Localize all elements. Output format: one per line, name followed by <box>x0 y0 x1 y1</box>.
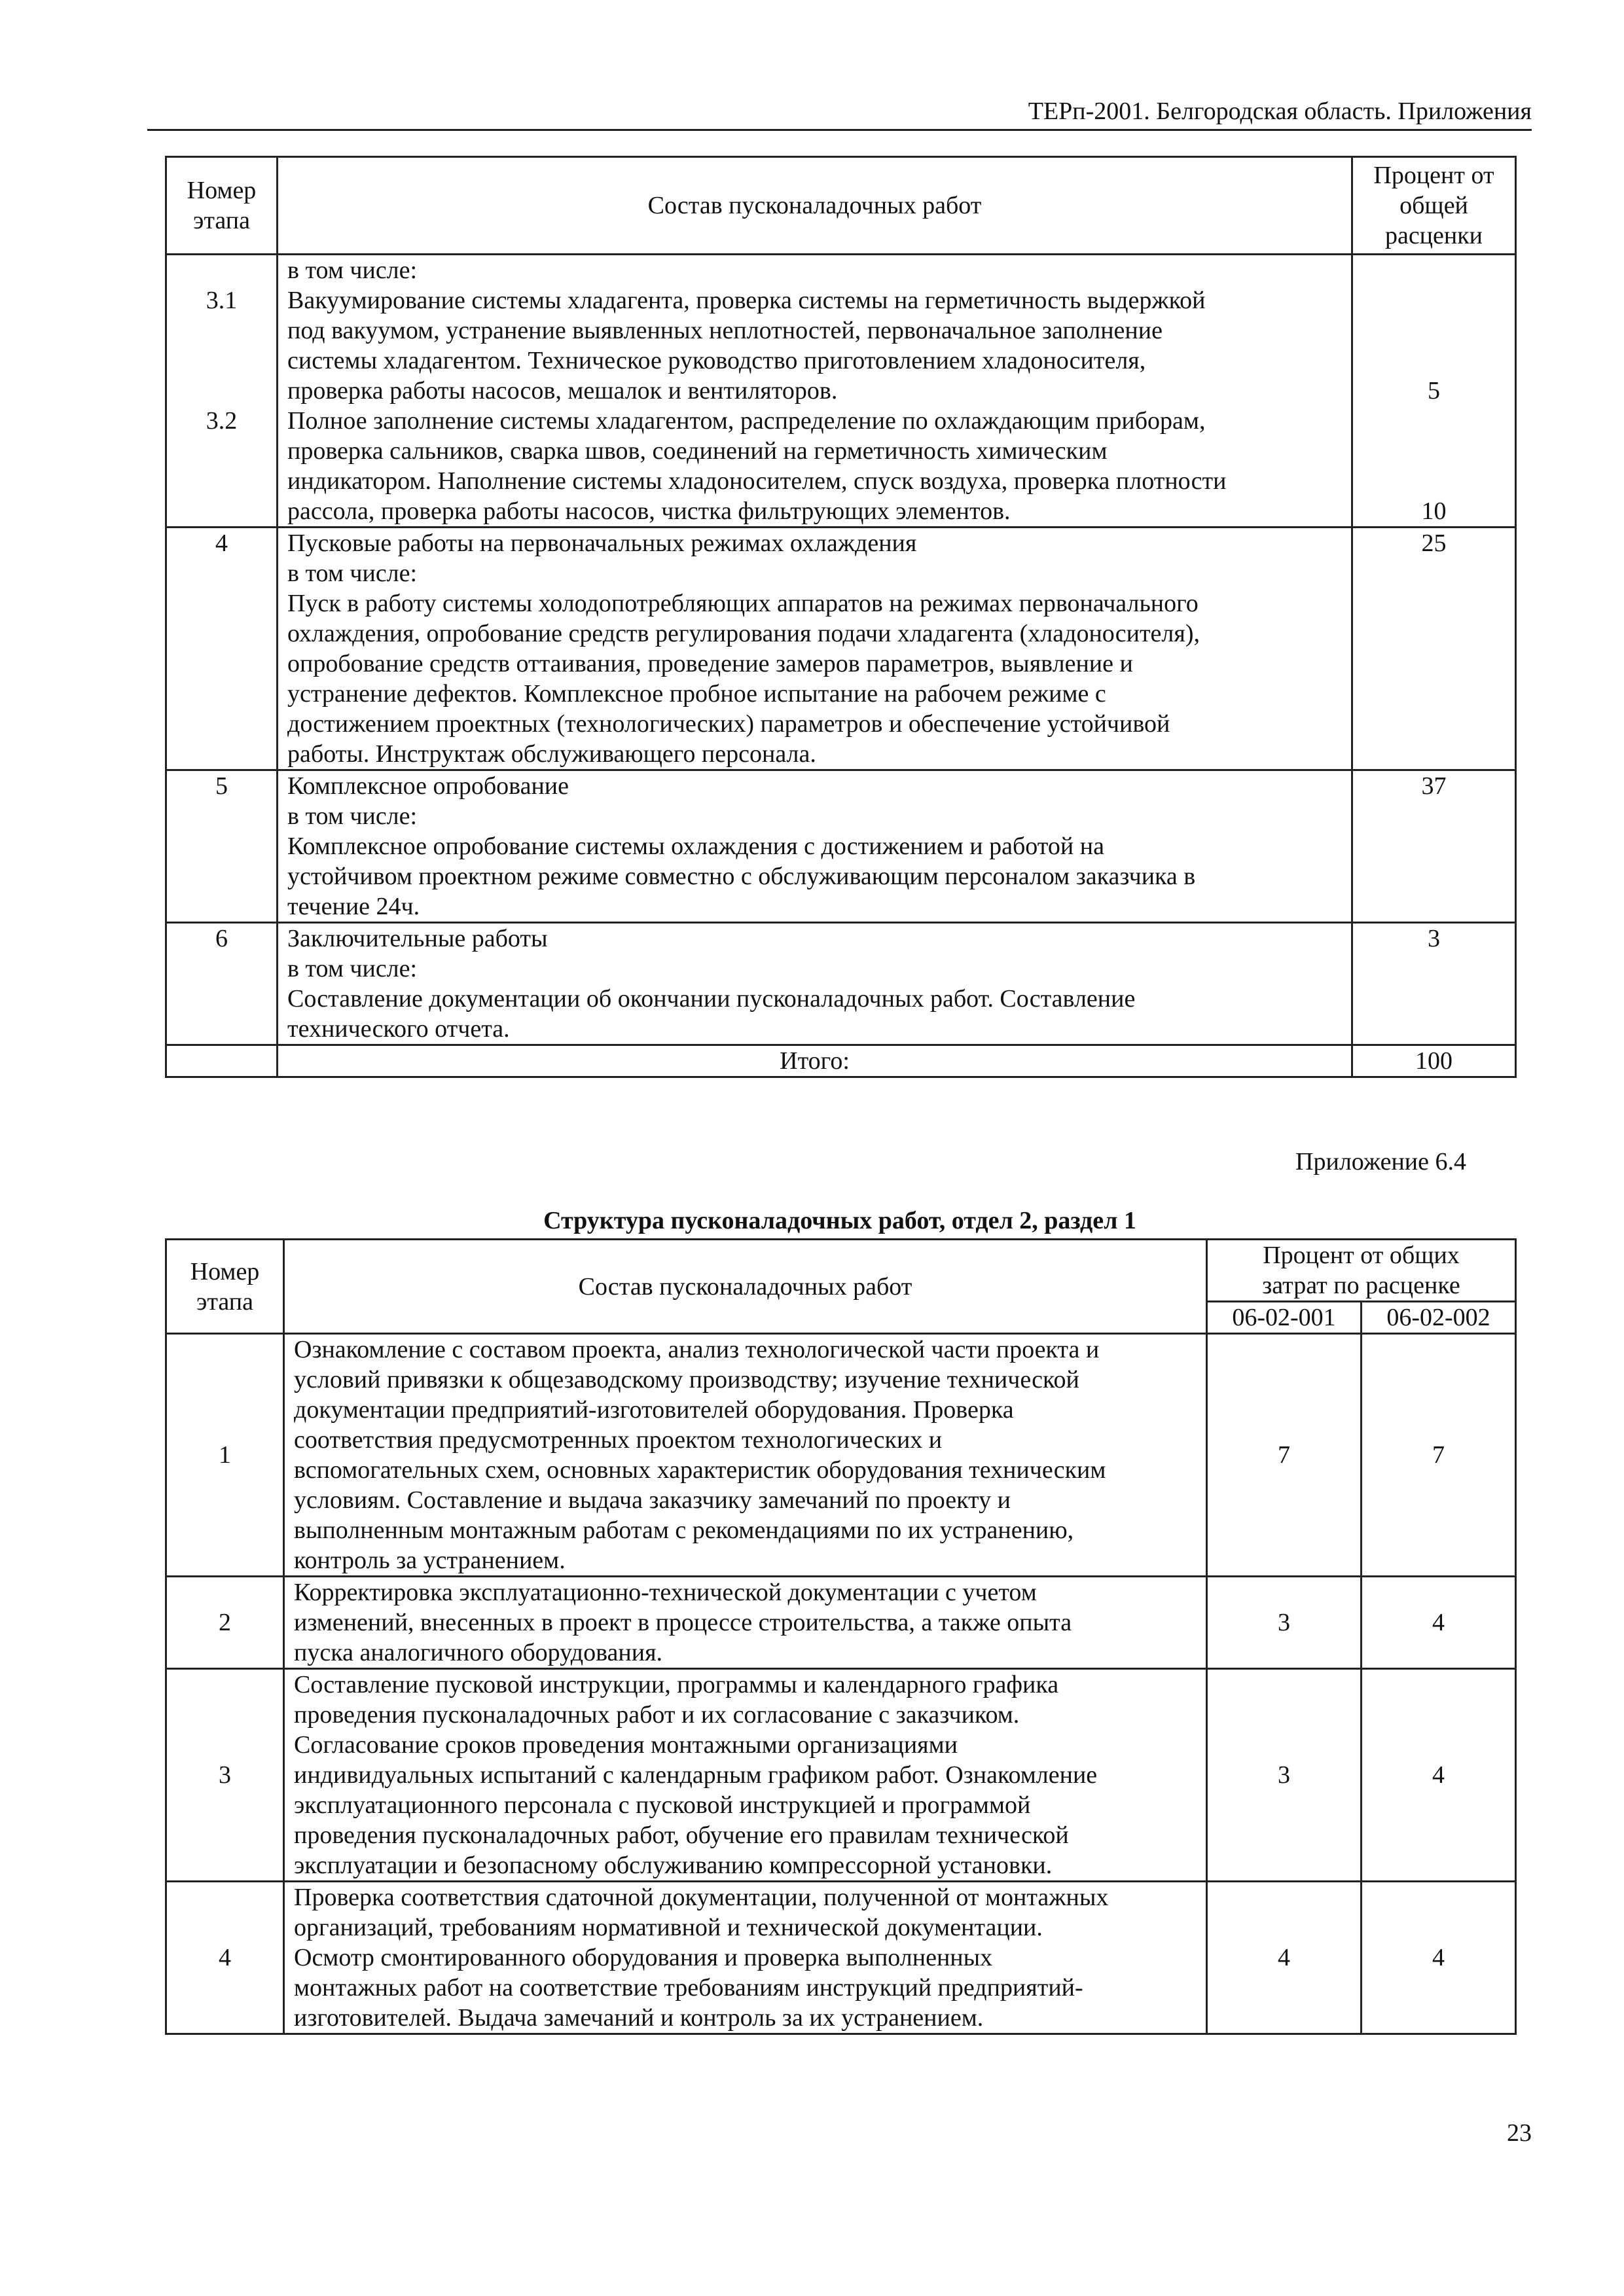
col-header-description: Состав пусконаладочных работ <box>284 1240 1207 1334</box>
text-line: работы. Инструктаж обслуживающего персонала. <box>287 740 816 768</box>
text-line: в том числе: <box>287 802 418 830</box>
total-row <box>166 1045 1516 1077</box>
stage-number: 3.1 <box>206 287 238 314</box>
percent-value: 3 <box>1352 923 1516 1045</box>
text-line: устранение дефектов. Комплексное пробное испытание на рабочем режиме с <box>287 680 1106 708</box>
description-cell <box>278 255 1352 528</box>
text-line: эксплуатационного персонала с пусковой инструкцией и программой <box>294 1791 1031 1819</box>
description-cell <box>278 923 1352 1045</box>
stages-table-1 <box>165 156 1517 1078</box>
text-line: проведения пусконаладочных работ, обучение его правилам технической <box>294 1821 1069 1849</box>
text-line: изготовителей. Выдача замечаний и контроль за их устранением. <box>294 2004 984 2032</box>
percent-06-02-001: 4 <box>1207 1882 1362 2034</box>
text-line: в том числе: <box>287 560 418 587</box>
stage-number: 3.2 <box>206 407 238 435</box>
col-header-stage-number: Номер этапа <box>166 1240 284 1334</box>
description-cell <box>278 528 1352 770</box>
text-line: Комплексное опробование системы охлаждения с достижением и работой на <box>287 833 1104 860</box>
percent-value: 25 <box>1352 528 1516 770</box>
stage-number: 4 <box>166 1882 284 2034</box>
percent-06-02-002: 4 <box>1362 1882 1516 2034</box>
col-header-percent: Процент от общих затрат по расценке <box>1207 1240 1516 1302</box>
percent-06-02-002: 4 <box>1362 1577 1516 1669</box>
text-line: Составление документации об окончании пусконаладочных работ. Составление <box>287 985 1136 1013</box>
running-header: ТЕРп-2001. Белгородская область. Приложения <box>147 95 1532 131</box>
text-line: Вакуумирование системы хладагента, проверка системы на герметичность выдержкой <box>287 287 1206 314</box>
text-line: под вакуумом, устранение выявленных неплотностей, первоначальное заполнение <box>287 317 1163 344</box>
text-line: Ознакомление с составом проекта, анализ технологической части проекта и <box>294 1336 1100 1363</box>
col-header-percent: Процент от общей расценки <box>1352 157 1516 255</box>
col-header-description: Состав пусконаладочных работ <box>278 157 1352 255</box>
text-line: проверка работы насосов, мешалок и вентиляторов. <box>287 377 838 404</box>
stage-number: 1 <box>166 1334 284 1577</box>
text-line: условиям. Составление и выдача заказчику замечаний по проекту и <box>294 1486 1011 1514</box>
page-number: 23 <box>1507 2119 1532 2147</box>
stages-table-2 <box>165 1238 1517 2035</box>
text-line: документации предприятий-изготовителей оборудования. Проверка <box>294 1396 1014 1424</box>
text-line: индивидуальных испытаний с календарным графиком работ. Ознакомление <box>294 1761 1098 1789</box>
description-cell <box>284 1577 1207 1669</box>
text-line: условий привязки к общезаводскому производству; изучение технической <box>294 1366 1079 1393</box>
table-row <box>166 770 1516 923</box>
percent-06-02-002: 4 <box>1362 1669 1516 1882</box>
text-line: Комплексное опробование <box>287 772 569 800</box>
text-line: достижением проектных (технологических) параметров и обеспечение устойчивой <box>287 710 1170 738</box>
stage-number-cell <box>166 255 278 528</box>
text-line: соответствия предусмотренных проектом технологических и <box>294 1426 943 1454</box>
table-row <box>166 528 1516 770</box>
table-row <box>166 1334 1516 1577</box>
table-row <box>166 923 1516 1045</box>
text-line: Проверка соответствия сдаточной документации, полученной от монтажных <box>294 1884 1109 1911</box>
text-line: индикатором. Наполнение системы хладоносителем, спуск воздуха, проверка плотности <box>287 467 1227 495</box>
text-line: охлаждения, опробование средств регулирования подачи хладагента (хладоносителя), <box>287 620 1200 647</box>
percent-06-02-001: 3 <box>1207 1577 1362 1669</box>
total-value: 100 <box>1352 1045 1516 1077</box>
appendix-label: Приложение 6.4 <box>1295 1148 1466 1175</box>
text-line: в том числе: <box>287 257 418 284</box>
table-row <box>166 1577 1516 1669</box>
text-line: системы хладагентом. Техническое руководство приготовлением хладоносителя, <box>287 347 1146 374</box>
text-line: изменений, внесенных в проект в процессе строительства, а также опыта <box>294 1609 1072 1636</box>
description-cell <box>284 1882 1207 2034</box>
text-line: в том числе: <box>287 955 418 982</box>
text-line: Осмотр смонтированного оборудования и проверка выполненных <box>294 1944 993 1971</box>
text-line: технического отчета. <box>287 1015 510 1043</box>
text-line: течение 24ч. <box>287 893 420 920</box>
empty-cell <box>166 1045 278 1077</box>
text-line: организаций, требованиям нормативной и технической документации. <box>294 1914 1043 1941</box>
text-line: опробование средств оттаивания, проведение замеров параметров, выявление и <box>287 650 1133 677</box>
table-row <box>166 1882 1516 2034</box>
text-line: контроль за устранением. <box>294 1547 566 1574</box>
percent-06-02-002: 7 <box>1362 1334 1516 1577</box>
percent-value: 10 <box>1421 497 1447 525</box>
percent-value: 37 <box>1352 770 1516 923</box>
description-cell <box>284 1334 1207 1577</box>
text-line: Заключительные работы <box>287 925 548 952</box>
stage-number: 6 <box>166 923 278 1045</box>
text-line: рассола, проверка работы насосов, чистка фильтрующих элементов. <box>287 497 1011 525</box>
text-line: пуска аналогичного оборудования. <box>294 1639 663 1666</box>
col-header-06-02-002: 06-02-002 <box>1362 1302 1516 1334</box>
section-title: Структура пусконаладочных работ, отдел 2, раздел 1 <box>543 1207 1136 1234</box>
table-row <box>166 1669 1516 1882</box>
text-line: Пуск в работу системы холодопотребляющих аппаратов на режимах первоначального <box>287 590 1199 617</box>
text-line: Составление пусковой инструкции, программы и календарного графика <box>294 1671 1059 1698</box>
table-row <box>166 255 1516 528</box>
text-line: Согласование сроков проведения монтажными организациями <box>294 1731 958 1759</box>
text-line: вспомогательных схем, основных характеристик оборудования техническим <box>294 1456 1106 1484</box>
text-line: проверка сальников, сварка швов, соединений на герметичность химическим <box>287 437 1108 465</box>
text-line: проведения пусконаладочных работ и их согласование с заказчиком. <box>294 1701 1020 1729</box>
description-cell <box>284 1669 1207 1882</box>
percent-06-02-001: 7 <box>1207 1334 1362 1577</box>
stage-number: 3 <box>166 1669 284 1882</box>
text-line: Корректировка эксплуатационно-технической документации с учетом <box>294 1579 1037 1606</box>
percent-value: 5 <box>1428 377 1440 404</box>
total-label: Итого: <box>278 1045 1352 1077</box>
text-line: Пусковые работы на первоначальных режимах охлаждения <box>287 529 917 557</box>
text-line: эксплуатации и безопасному обслуживанию компрессорной установки. <box>294 1852 1053 1879</box>
text-line: Полное заполнение системы хладагентом, распределение по охлаждающим приборам, <box>287 407 1206 435</box>
stage-number: 4 <box>166 528 278 770</box>
col-header-stage-number: Номер этапа <box>166 157 278 255</box>
percent-cell <box>1352 255 1516 528</box>
text-line: выполненным монтажным работам с рекомендациями по их устранению, <box>294 1516 1074 1544</box>
description-cell <box>278 770 1352 923</box>
text-line: монтажных работ на соответствие требованиям инструкций предприятий- <box>294 1974 1083 2001</box>
stage-number: 2 <box>166 1577 284 1669</box>
percent-06-02-001: 3 <box>1207 1669 1362 1882</box>
stage-number: 5 <box>166 770 278 923</box>
col-header-06-02-001: 06-02-001 <box>1207 1302 1362 1334</box>
text-line: устойчивом проектном режиме совместно с обслуживающим персоналом заказчика в <box>287 863 1196 890</box>
